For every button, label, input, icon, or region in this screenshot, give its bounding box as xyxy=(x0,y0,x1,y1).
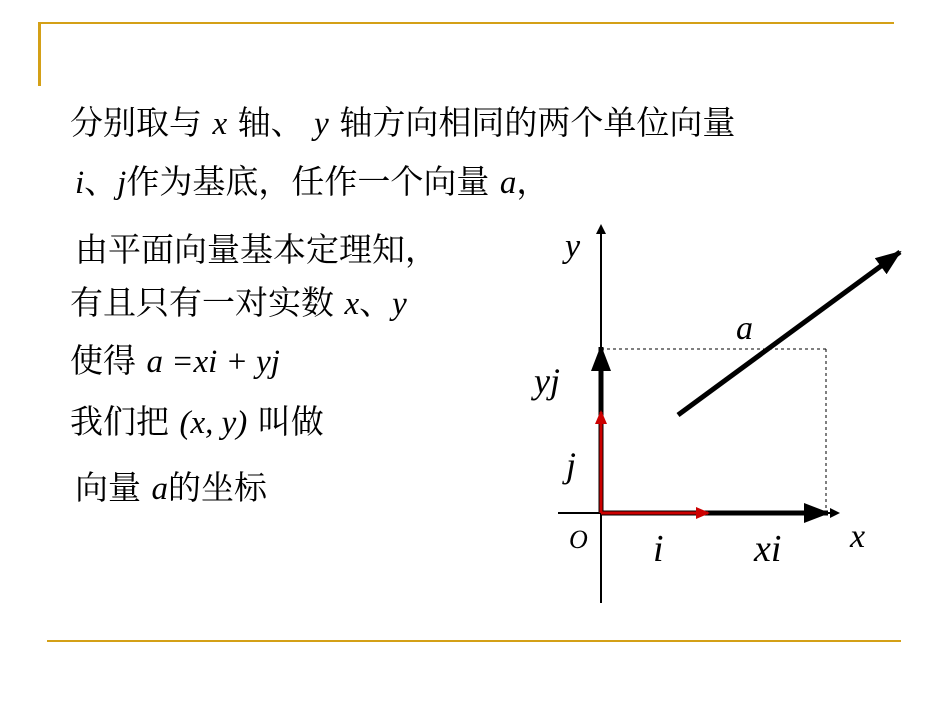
intro-text: 分别取与 xyxy=(70,103,202,142)
x-axis-label: x xyxy=(850,518,866,555)
i-label: i xyxy=(653,528,664,570)
yj-label: yj xyxy=(534,361,560,401)
theorem-text: 由平面向量基本定理知， xyxy=(75,230,438,269)
vector-a xyxy=(678,252,900,415)
body-text: 叫做 xyxy=(257,402,324,441)
decomposition-equation: a =xi + yj xyxy=(146,344,280,380)
var-j: j xyxy=(117,165,127,201)
separator: 、 xyxy=(359,283,393,322)
var-i: i xyxy=(75,165,85,201)
var-y: y xyxy=(392,286,407,322)
comma: ， xyxy=(516,162,550,201)
coordinate-pair: (x, y) xyxy=(179,405,248,441)
body-text: 的坐标 xyxy=(168,468,267,507)
xi-label: xi xyxy=(754,528,782,570)
body-text: 有且只有一对实数 xyxy=(70,283,334,322)
var-y: y xyxy=(314,106,329,142)
var-x: x xyxy=(344,286,360,322)
body-text: 向量 xyxy=(75,468,141,507)
var-a: a xyxy=(499,165,517,201)
intro-text: 轴方向相同的两个单位向量 xyxy=(339,103,736,142)
y-axis-label: y xyxy=(565,228,581,265)
body-text: 使得 xyxy=(70,341,136,380)
separator: 、 xyxy=(84,162,118,201)
a-label: a xyxy=(736,310,753,347)
var-x: x xyxy=(212,106,228,142)
intro-text: 作为基底，任作一个向量 xyxy=(126,162,490,201)
intro-text: 轴、 xyxy=(237,103,304,142)
var-a: a xyxy=(151,471,168,507)
j-label: j xyxy=(566,445,577,485)
origin-label: O xyxy=(569,525,588,554)
body-text: 我们把 xyxy=(70,402,169,441)
